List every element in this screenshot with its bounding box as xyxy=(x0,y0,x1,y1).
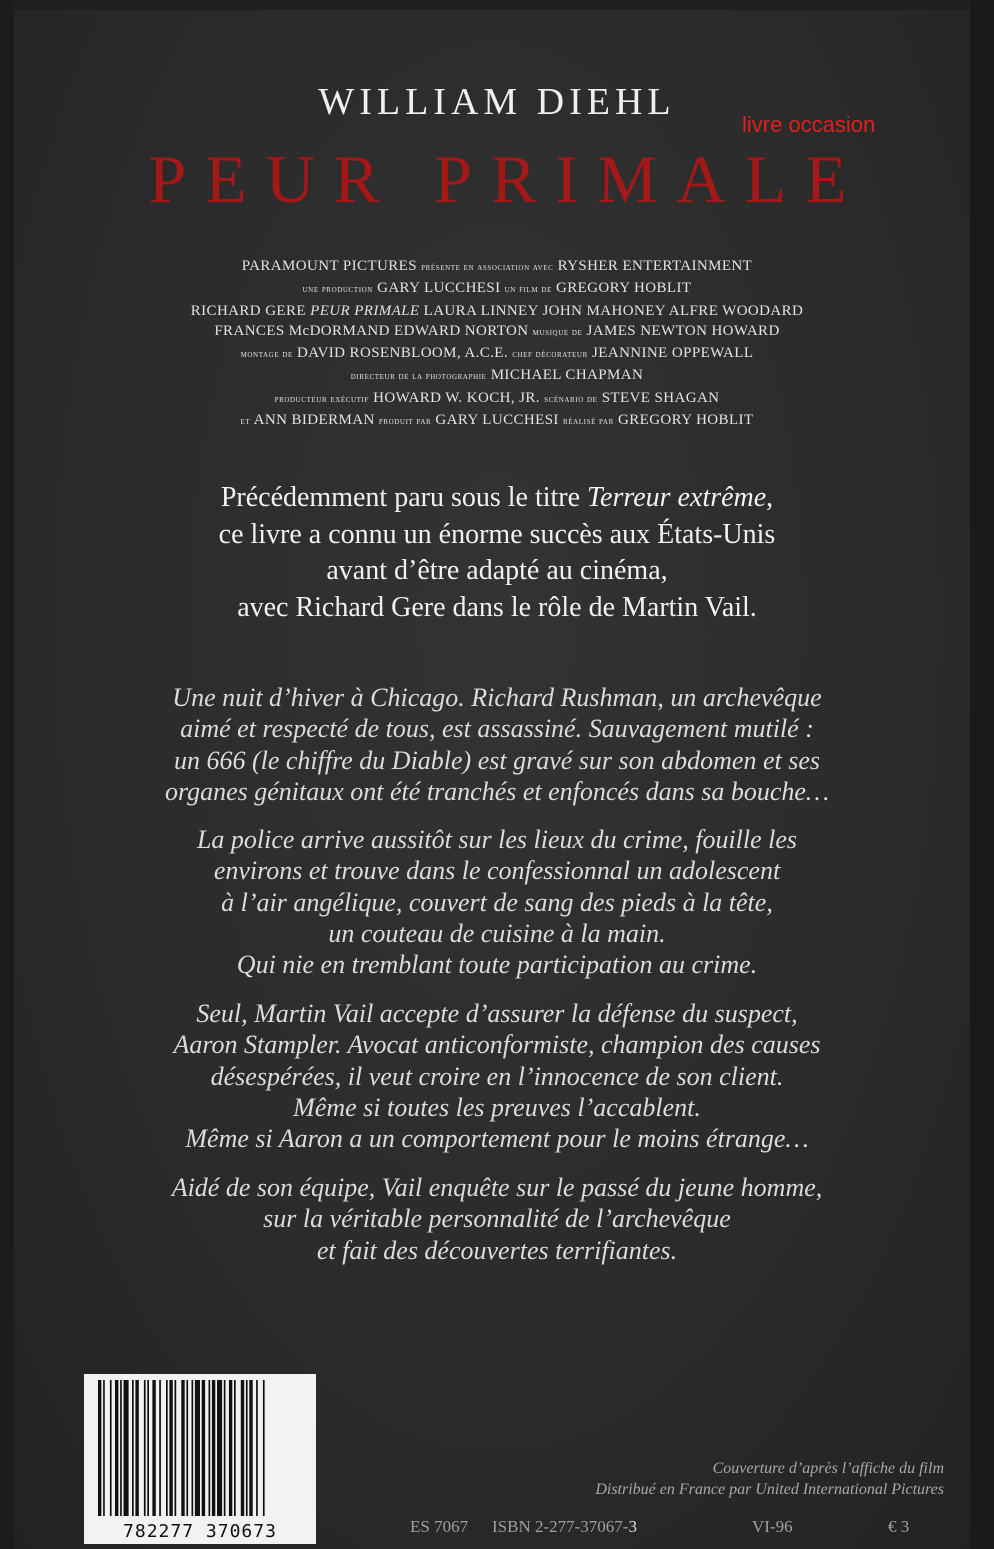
intro-blurb xyxy=(0,480,994,626)
intro-line: avec Richard Gere dans le rôle de Martin Vail. xyxy=(237,591,757,623)
barcode-bar xyxy=(234,1380,236,1516)
credits-line: directeur de la photographie MICHAEL CHAPMAN xyxy=(350,367,644,384)
credits-line: PARAMOUNT PICTURES présente en association avec RYSHER ENTERTAINMENT xyxy=(241,258,753,274)
barcode-bar xyxy=(135,1380,138,1516)
barcode-bar xyxy=(229,1380,232,1516)
synopsis-paragraph-1 xyxy=(0,682,994,807)
synopsis-line: Aidé de son équipe, Vail enquête sur le passé du jeune homme, xyxy=(171,1173,823,1202)
credits-line: FRANCES McDORMAND EDWARD NORTON musique de JAMES NEWTON HOWARD xyxy=(214,322,780,339)
barcode-bar xyxy=(217,1380,222,1516)
barcode-bar xyxy=(132,1380,134,1516)
barcode-bar xyxy=(159,1380,161,1516)
barcode-bar xyxy=(110,1380,112,1516)
synopsis-line: Même si Aaron a un comportement pour le moins étrange… xyxy=(185,1124,809,1154)
barcode-bar xyxy=(186,1380,188,1516)
barcode-bar xyxy=(209,1380,211,1516)
synopsis-line: Aaron Stampler. Avocat anticonformiste, champion des causes xyxy=(173,1030,821,1060)
film-credits xyxy=(0,256,994,432)
barcode-bar xyxy=(246,1380,248,1516)
synopsis-line: désespérées, il veut croire en l’innocence de son client. xyxy=(210,1061,784,1091)
synopsis-line: Une nuit d’hiver à Chicago. Richard Rushman, un archevêque xyxy=(172,683,822,712)
synopsis-line: sur la véritable personnalité de l’archevêque xyxy=(263,1204,731,1234)
credits-line: montage de DAVID ROSENBLOOM, A.C.E. chef décorateur JEANNINE OPPEWALL xyxy=(240,345,754,362)
barcode-bar xyxy=(103,1380,105,1516)
synopsis-line: Même si toutes les preuves l’accablent. xyxy=(293,1092,701,1122)
barcode-bar xyxy=(241,1380,244,1516)
barcode-bar xyxy=(249,1380,252,1516)
synopsis-line: La police arrive aussitôt sur les lieux du crime, fouille les xyxy=(196,825,798,854)
cover-credit: Couverture d’après l’affiche du film xyxy=(712,1460,944,1477)
credits-line: et ANN BIDERMAN produit par GARY LUCCHESI réalisé par GREGORY HOBLIT xyxy=(240,412,754,429)
barcode-bar xyxy=(195,1380,200,1516)
barcode-number: 782277 370673 xyxy=(84,1521,316,1542)
barcode-bar xyxy=(98,1380,101,1516)
barcode-bar xyxy=(224,1380,226,1516)
barcode-bar xyxy=(120,1380,122,1516)
barcode-bar xyxy=(181,1380,184,1516)
intro-line: Précédemment paru sous le titre Terreur extrême, xyxy=(220,482,774,513)
barcode-bar xyxy=(192,1380,194,1516)
synopsis-line: un couteau de cuisine à la main. xyxy=(328,918,666,948)
author-name: WILLIAM DIEHL xyxy=(318,81,676,123)
barcode-bar xyxy=(152,1380,155,1516)
price-code: € 3 xyxy=(888,1517,910,1536)
synopsis-line: aimé et respecté de tous, est assassiné. Sauvagement mutilé : xyxy=(180,714,814,744)
barcode-bar xyxy=(144,1380,146,1516)
synopsis-line: et fait des découvertes terrifiantes. xyxy=(316,1235,678,1265)
synopsis-line: Qui nie en tremblant toute participation au crime. xyxy=(236,950,758,980)
barcode-bar xyxy=(166,1380,168,1516)
isbn-text: ISBN 2-277-37067-3 xyxy=(492,1517,637,1536)
barcode-bar xyxy=(147,1380,149,1516)
cover-top-edge xyxy=(0,0,994,10)
barcode-bar xyxy=(115,1380,118,1516)
barcode-bar xyxy=(263,1380,265,1516)
barcode-bars xyxy=(90,1380,310,1518)
credits-line: producteur exécutif HOWARD W. KOCH, JR. scénario de STEVE SHAGAN xyxy=(274,389,720,406)
synopsis-paragraph-4 xyxy=(0,1172,994,1266)
synopsis-line: Seul, Martin Vail accepte d’assurer la défense du suspect, xyxy=(196,999,798,1028)
synopsis-line: environs et trouve dans le confessionnal un adolescent xyxy=(213,856,781,886)
credits-line: une production GARY LUCCHESI un film de GREGORY HOBLIT xyxy=(302,280,692,297)
barcode-bar xyxy=(202,1380,205,1516)
barcode-bar xyxy=(169,1380,172,1516)
synopsis-paragraph-3 xyxy=(0,998,994,1154)
synopsis-paragraph-2 xyxy=(0,824,994,980)
synopsis-line: organes génitaux ont été tranchés et enfoncés dans sa bouche… xyxy=(164,776,830,806)
book-title: PEUR PRIMALE xyxy=(148,141,866,217)
barcode-bar xyxy=(212,1380,215,1516)
series-code: ES 7067 xyxy=(410,1517,469,1536)
credits-line: RICHARD GERE PEUR PRIMALE LAURA LINNEY JOHN MAHONEY ALFRE WOODARD xyxy=(190,302,804,319)
synopsis-line: à l’air angélique, couvert de sang des pieds à la tête, xyxy=(221,887,773,917)
synopsis-line: un 666 (le chiffre du Diable) est gravé sur son abdomen et ses xyxy=(173,745,821,775)
barcode-bar xyxy=(256,1380,258,1516)
distribution-credit: Distribué en France par United International Pictures xyxy=(595,1481,944,1498)
barcode-bar xyxy=(124,1380,129,1516)
intro-line: ce livre a connu un énorme succès aux États-Unis xyxy=(218,518,776,550)
intro-line: avant d’être adapté au cinéma, xyxy=(326,555,668,586)
used-book-label: livre occasion xyxy=(742,112,876,137)
isbn-barcode xyxy=(84,1374,316,1544)
barcode-bar xyxy=(175,1380,177,1516)
date-code: VI-96 xyxy=(752,1517,793,1536)
